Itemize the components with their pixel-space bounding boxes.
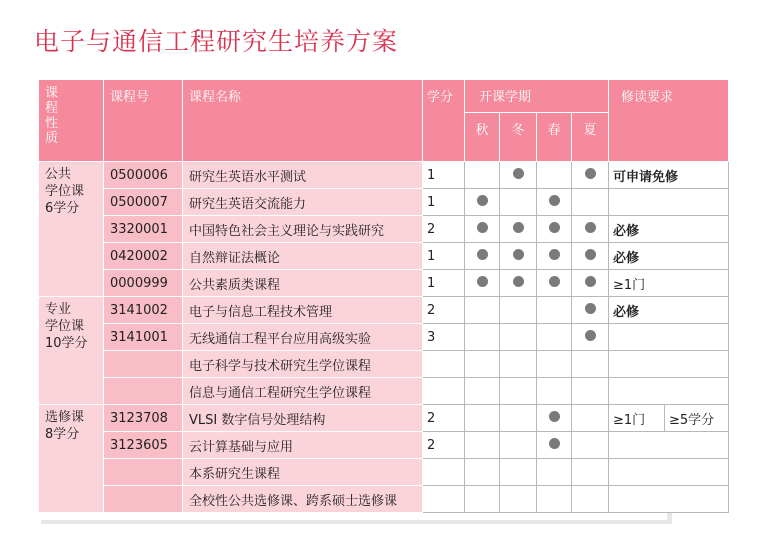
header-nature: 课 程 性 质 [39,80,104,162]
term-dot-icon [477,195,488,206]
course-code: 3320001 [104,216,183,243]
header-season-winter: 冬 [500,113,537,162]
course-credit: 1 [423,189,465,216]
course-code: 0000999 [104,270,183,297]
course-name: 信息与通信工程研究生学位课程 [183,378,423,405]
course-credit: 1 [423,162,465,189]
table-row [39,216,729,243]
table-row [39,297,729,324]
course-credit [423,378,465,405]
term-summer-cell [572,297,609,324]
page-title: 电子与通信工程研究生培养方案 [34,27,399,56]
course-code: 3141001 [104,324,183,351]
course-code: 0500007 [104,189,183,216]
requirement-cell: 必修 [609,297,729,324]
term-dot-icon [585,276,596,287]
term-summer-cell [572,270,609,297]
course-name: 电子科学与技术研究生学位课程 [183,351,423,378]
term-dot-icon [549,411,560,422]
term-winter-cell [500,297,537,324]
category-cell: 专业 学位课 10学分 [39,297,104,405]
term-dot-icon [513,222,524,233]
category-cell: 公共 学位课 6学分 [39,162,104,297]
course-name: 研究生英语交流能力 [183,189,423,216]
term-autumn-cell [465,270,500,297]
term-spring-cell [537,162,572,189]
term-dot-icon [477,222,488,233]
course-credit [423,459,465,486]
table-row [39,378,729,405]
header-term: 开课学期 [465,80,609,113]
course-name: 云计算基础与应用 [183,432,423,459]
course-code [104,459,183,486]
term-spring-cell [537,351,572,378]
requirement-cell: 可申请免修 [609,162,729,189]
term-dot-icon [585,303,596,314]
term-spring-cell [537,405,572,432]
term-autumn-cell [465,378,500,405]
table-shadow-bottom [41,520,672,524]
header-season-summer: 夏 [572,113,609,162]
term-autumn-cell [465,297,500,324]
header-season-spring: 春 [537,113,572,162]
requirement-cell [609,351,729,378]
header-credit: 学分 [423,80,465,162]
term-spring-cell [537,378,572,405]
term-summer-cell [572,459,609,486]
table-row [39,432,729,459]
table-row [39,243,729,270]
term-summer-cell [572,189,609,216]
course-credit: 2 [423,432,465,459]
term-summer-cell [572,324,609,351]
course-credit: 2 [423,405,465,432]
course-name: 研究生英语水平测试 [183,162,423,189]
table-header-row [39,80,729,113]
requirement-credit-cell: ≥5学分 [665,405,729,432]
course-credit: 2 [423,297,465,324]
term-winter-cell [500,324,537,351]
term-autumn-cell [465,243,500,270]
term-winter-cell [500,459,537,486]
course-name: 电子与信息工程技术管理 [183,297,423,324]
course-code: 3123605 [104,432,183,459]
term-dot-icon [585,330,596,341]
requirement-cell [609,432,729,459]
term-dot-icon [549,249,560,260]
table-row [39,351,729,378]
course-credit: 1 [423,243,465,270]
requirement-cell [609,378,729,405]
term-dot-icon [585,249,596,260]
term-dot-icon [513,249,524,260]
course-credit: 1 [423,270,465,297]
term-summer-cell [572,432,609,459]
term-summer-cell [572,486,609,513]
term-autumn-cell [465,189,500,216]
term-winter-cell [500,351,537,378]
course-code [104,351,183,378]
term-summer-cell [572,405,609,432]
term-dot-icon [549,222,560,233]
term-winter-cell [500,432,537,459]
requirement-cell [609,486,729,513]
table-row [39,324,729,351]
table-row [39,486,729,513]
requirement-cell [609,324,729,351]
course-code: 3123708 [104,405,183,432]
course-credit [423,486,465,513]
course-code: 0420002 [104,243,183,270]
term-autumn-cell [465,486,500,513]
term-spring-cell [537,432,572,459]
header-requirement: 修读要求 [609,80,729,162]
course-credit: 2 [423,216,465,243]
requirement-cell: ≥1门 [609,405,665,432]
term-summer-cell [572,243,609,270]
term-winter-cell [500,486,537,513]
term-winter-cell [500,378,537,405]
course-name: 中国特色社会主义理论与实践研究 [183,216,423,243]
course-code [104,378,183,405]
term-dot-icon [477,249,488,260]
table-row [39,270,729,297]
course-name: VLSI 数字信号处理结构 [183,405,423,432]
term-summer-cell [572,378,609,405]
course-name: 本系研究生课程 [183,459,423,486]
term-autumn-cell [465,216,500,243]
course-code: 0500006 [104,162,183,189]
table-row [39,162,729,189]
header-season-autumn: 秋 [465,113,500,162]
term-summer-cell [572,162,609,189]
course-name: 自然辩证法概论 [183,243,423,270]
requirement-cell [609,189,729,216]
term-winter-cell [500,162,537,189]
requirement-cell: 必修 [609,216,729,243]
term-dot-icon [513,276,524,287]
table-row [39,405,729,432]
header-name: 课程名称 [183,80,423,162]
term-spring-cell [537,486,572,513]
term-spring-cell [537,216,572,243]
curriculum-table [38,79,729,513]
term-spring-cell [537,459,572,486]
term-autumn-cell [465,351,500,378]
course-code [104,486,183,513]
requirement-cell: 必修 [609,243,729,270]
term-spring-cell [537,324,572,351]
term-autumn-cell [465,459,500,486]
term-summer-cell [572,216,609,243]
term-winter-cell [500,189,537,216]
category-cell: 选修课 8学分 [39,405,104,513]
term-dot-icon [513,168,524,179]
course-credit [423,351,465,378]
curriculum-table-wrapper [38,79,729,513]
term-dot-icon [585,168,596,179]
course-credit: 3 [423,324,465,351]
term-summer-cell [572,351,609,378]
table-row [39,459,729,486]
term-winter-cell [500,405,537,432]
term-winter-cell [500,216,537,243]
term-spring-cell [537,297,572,324]
term-dot-icon [549,438,560,449]
term-dot-icon [585,222,596,233]
requirement-cell [609,459,729,486]
term-spring-cell [537,270,572,297]
term-autumn-cell [465,324,500,351]
term-dot-icon [549,195,560,206]
table-row [39,189,729,216]
course-code: 3141002 [104,297,183,324]
term-dot-icon [549,276,560,287]
course-name: 公共素质类课程 [183,270,423,297]
header-code: 课程号 [104,80,183,162]
term-spring-cell [537,189,572,216]
course-name: 全校性公共选修课、跨系硕士选修课 [183,486,423,513]
term-spring-cell [537,243,572,270]
term-autumn-cell [465,162,500,189]
term-autumn-cell [465,432,500,459]
term-autumn-cell [465,405,500,432]
term-dot-icon [477,276,488,287]
term-winter-cell [500,243,537,270]
course-name: 无线通信工程平台应用高级实验 [183,324,423,351]
requirement-cell: ≥1门 [609,270,729,297]
term-winter-cell [500,270,537,297]
